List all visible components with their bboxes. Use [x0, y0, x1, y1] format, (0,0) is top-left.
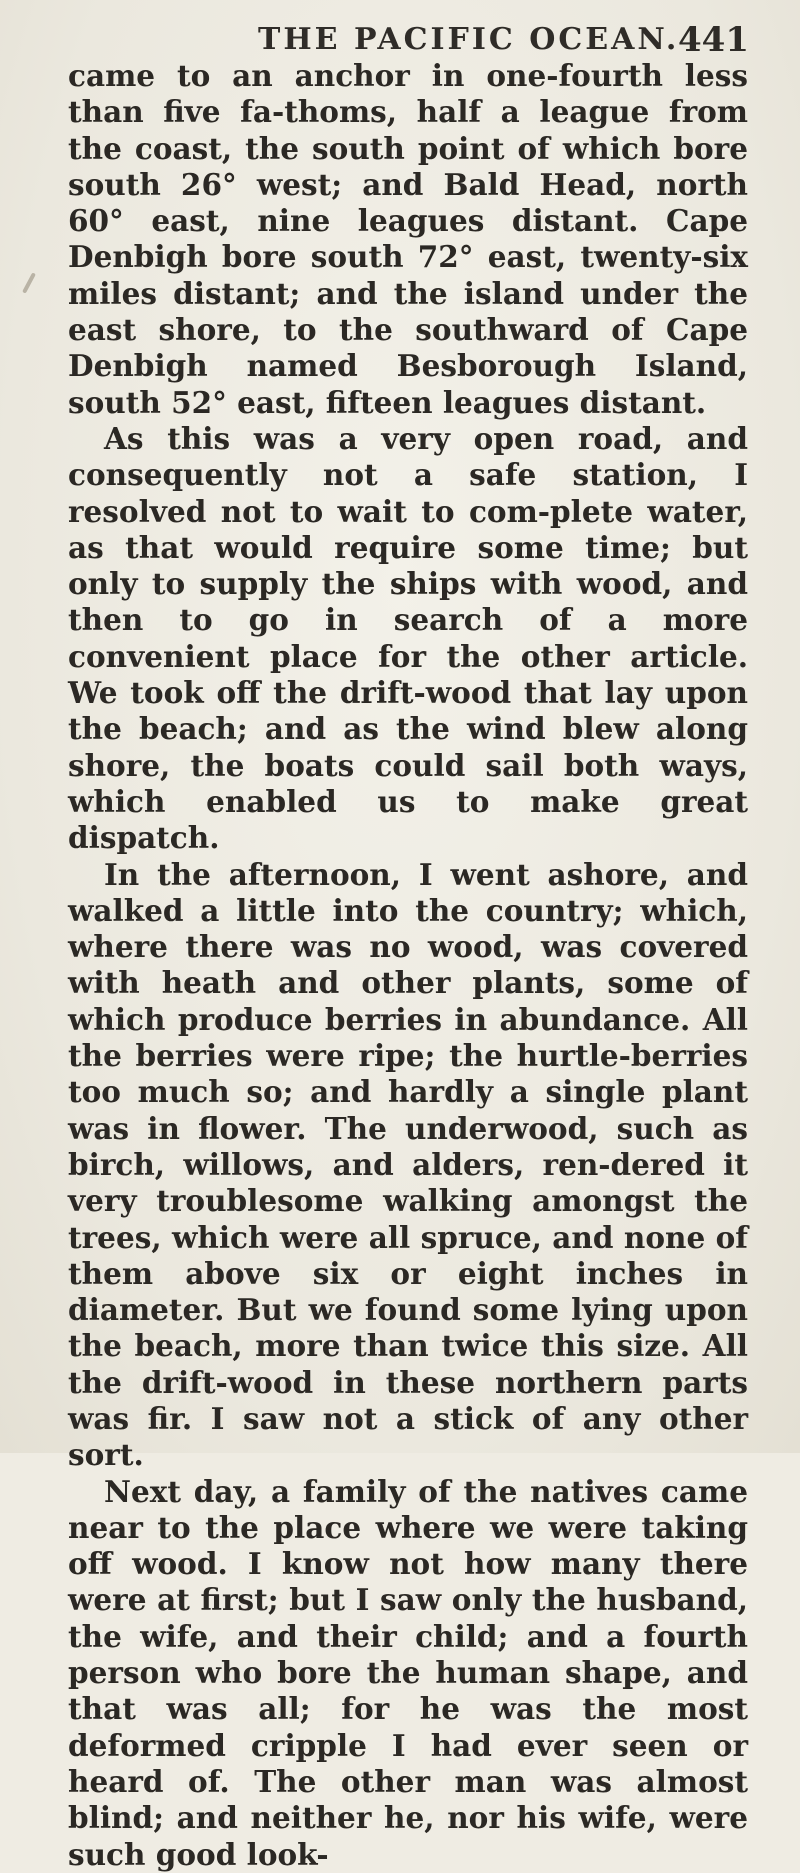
paragraph-2: As this was a very open road, and consequently not a safe station, I resolved not to wait to com-plete water, as that would require some time; but only to supply the ships with wood, and then to go in search of a more convenient place for the other article. We took off the drift-wood that lay upon the beach; and as the wind blew along shore, the boats could sail both ways, which enabled us to make great dispatch.: [68, 420, 748, 856]
paragraph-4: Next day, a family of the natives came near to the place where we were taking off wood. I know not how many there were at first; but I saw only the husband, the wife, and their child; and a fourth person who bore the human shape, and that was all; for he was the most deformed cripple I had ever seen or heard of. The other man was almost blind; and neither he, nor his wife, were such good look-: [68, 1473, 748, 1872]
page-number: 441: [678, 20, 749, 60]
paragraph-1: came to an anchor in one-fourth less than five fa-thoms, half a league from the coast, the south point of which bore south 26° west; and Bald Head, north 60° east, nine leagues distant. Cape Denbigh bore south 72° east, twenty-six miles distant; and the island under the east shore, to the southward of Cape Denbigh named Besborough Island, south 52° east, fifteen leagues distant.: [68, 58, 748, 420]
body-text: [68, 58, 748, 1873]
margin-pencil-mark: [22, 272, 36, 293]
page-header: [0, 20, 800, 60]
paragraph-3: In the afternoon, I went ashore, and walked a little into the country; which, where there was no wood, was covered with heath and other plants, some of which produce berries in abundance. All the berries were ripe; the hurtle-berries too much so; and hardly a single plant was in flower. The underwood, such as birch, willows, and alders, ren-dered it very troublesome walking amongst the trees, which were all spruce, and none of them above six or eight inches in diameter. But we found some lying upon the beach, more than twice this size. All the drift-wood in these northern parts was fir. I saw not a stick of any other sort.: [68, 856, 748, 1473]
running-title: THE PACIFIC OCEAN.: [258, 22, 680, 57]
